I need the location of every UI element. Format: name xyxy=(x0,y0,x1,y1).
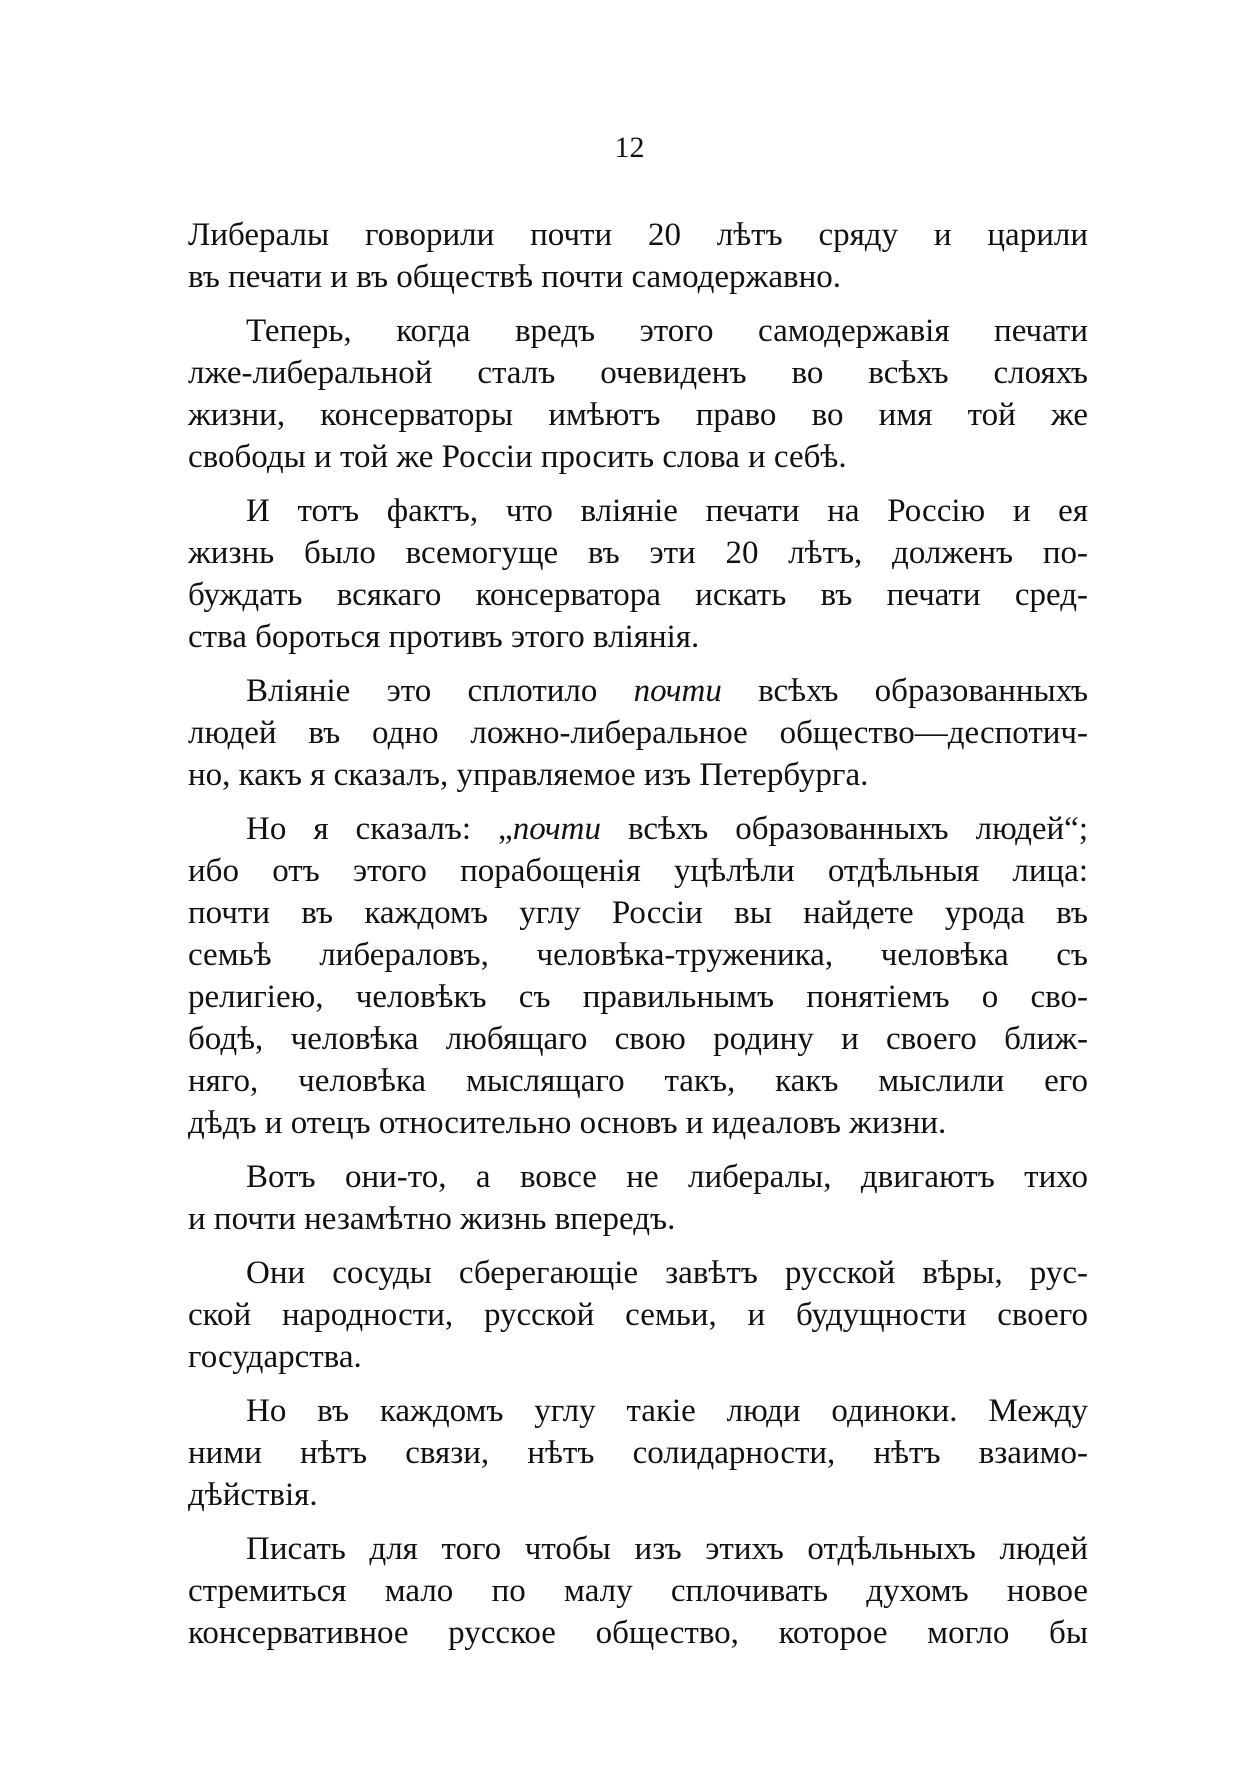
text-line: Либералы говорили почти 20 лѣтъ сряду и царили xyxy=(188,217,1088,253)
text-fragment: всѣхъ образованныхъ людей“; xyxy=(600,811,1088,847)
text-line: государства. xyxy=(188,1339,362,1375)
text-line: консервативное русское общество, которое могло бы xyxy=(188,1615,1088,1651)
text-line: ибо отъ этого порабощенія уцѣлѣли отдѣльныя лица: xyxy=(188,853,1088,889)
text-line: въ печати и въ обществѣ почти самодержавно. xyxy=(188,259,841,295)
text-line: людей въ одно ложно-либеральное общество—деспотич- xyxy=(188,715,1088,751)
text-fragment: всѣхъ образованныхъ xyxy=(758,673,1089,709)
text-line: Теперь, когда вредъ этого самодержавія печати xyxy=(246,313,1088,349)
text-line: жизнь было всемогуще въ эти 20 лѣтъ, долженъ по- xyxy=(188,535,1088,571)
text-line: буждать всякаго консерватора искать въ печати сред- xyxy=(188,577,1088,613)
text-line: дѣйствія. xyxy=(188,1477,318,1513)
text-line: и почти незамѣтно жизнь впередъ. xyxy=(188,1201,676,1237)
text-line: семьѣ либераловъ, человѣка-труженика, человѣка съ xyxy=(188,937,1088,973)
text-line: ства бороться противъ этого вліянія. xyxy=(188,619,700,655)
emphasis-text: почти xyxy=(633,673,722,709)
body-text xyxy=(188,214,1088,1654)
text-fragment: это сплотило xyxy=(386,673,598,709)
text-line xyxy=(188,808,1088,850)
text-line xyxy=(188,670,1088,712)
text-line: религіею, человѣкъ съ правильнымъ понятіемъ о сво- xyxy=(188,979,1088,1015)
text-line: Они сосуды сберегающіе завѣтъ русской вѣры, рус- xyxy=(246,1255,1088,1291)
emphasis-text: почти xyxy=(512,811,601,847)
text-line: няго, человѣка мыслящаго такъ, какъ мыслили его xyxy=(188,1063,1088,1099)
text-line: Вотъ они-то, а вовсе не либералы, двигаютъ тихо xyxy=(246,1159,1088,1195)
text-fragment: Вліяніе xyxy=(246,673,351,709)
text-line: почти въ каждомъ углу Россіи вы найдете урода въ xyxy=(188,895,1088,931)
text-line: И тотъ фактъ, что вліяніе печати на Россію и ея xyxy=(246,493,1088,529)
text-fragment: Но я сказалъ: „ xyxy=(246,811,513,847)
text-line: стремиться мало по малу сплочивать духомъ новое xyxy=(188,1573,1088,1609)
page-number: 12 xyxy=(614,131,645,164)
text-line: но, какъ я сказалъ, управляемое изъ Петербурга. xyxy=(188,757,869,793)
text-line: бодѣ, человѣка любящаго свою родину и своего ближ- xyxy=(188,1021,1088,1057)
text-line: ской народности, русской семьи, и будущности своего xyxy=(188,1297,1088,1333)
text-line: лже-либеральной сталъ очевиденъ во всѣхъ слояхъ xyxy=(188,355,1088,391)
text-line: жизни, консерваторы имѣютъ право во имя той же xyxy=(188,397,1088,433)
text-line: дѣдъ и отецъ относительно основъ и идеаловъ жизни. xyxy=(188,1105,947,1141)
text-line: Но въ каждомъ углу такіе люди одиноки. Между xyxy=(246,1393,1088,1429)
text-line: свободы и той же Россіи просить слова и себѣ. xyxy=(188,439,847,475)
text-line: ними нѣтъ связи, нѣтъ солидарности, нѣтъ взаимо- xyxy=(188,1435,1088,1471)
text-line: Писать для того чтобы изъ этихъ отдѣльныхъ людей xyxy=(246,1531,1088,1567)
